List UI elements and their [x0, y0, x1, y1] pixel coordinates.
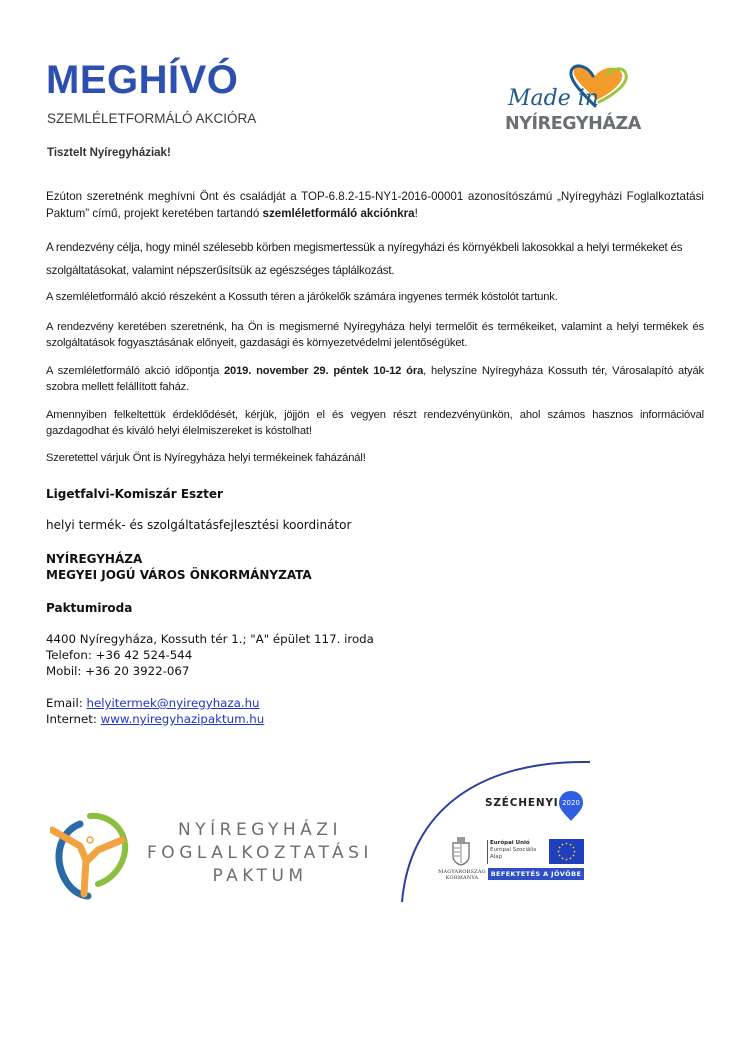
org-line-2: MEGYEI JOGÚ VÁROS ÖNKORMÁNYZATA — [46, 568, 312, 582]
paktum-line-1: NYÍREGYHÁZI — [178, 820, 342, 840]
address: 4400 Nyíregyháza, Kossuth tér 1.; "A" épület 117. iroda — [46, 632, 374, 646]
paragraph-local-products: A rendezvény keretében szeretnénk, ha Ön is megismerné Nyíregyháza helyi termelőit és termékeiket, valamint a helyi termékek és szolgáltatások fogyasztásának előnyeit, gazdasági és környezetvédelmi jelentőségüket. — [46, 321, 704, 349]
email-link[interactable]: helyitermek@nyiregyhaza.hu — [86, 696, 260, 710]
office-name: Paktumiroda — [46, 601, 133, 615]
internet-label: Internet: — [46, 712, 97, 726]
divider — [487, 840, 488, 864]
made-in-script: Made in — [508, 86, 599, 111]
paragraph-tasting: A szemléletformáló akció részeként a Kossuth téren a járókelők számára ingyenes termék kóstolót tartunk. — [46, 291, 558, 303]
paragraph-encourage: Amennyiben felkeltettük érdeklődését, kérjük, jöjjön el és vegyen részt rendezvényünkön, ahol számos hasznos információval gazdagodhat és kiváló helyi élelmiszereket is kóstolhat! — [46, 409, 704, 437]
email-line — [46, 696, 260, 712]
event-datetime: 2019. november 29. péntek 10-12 óra — [223, 365, 424, 377]
paktum-line-2: FOGLALKOZTATÁSI — [147, 843, 373, 863]
made-in-city: NYÍREGYHÁZA — [505, 114, 641, 134]
hungary-crest-icon — [450, 836, 472, 866]
paragraph-text: ! — [414, 207, 418, 220]
greeting: Tisztelt Nyíregyháziak! — [47, 147, 171, 159]
mobile-number: +36 20 3922-067 — [85, 664, 190, 678]
signer-name: Ligetfalvi-Komiszár Eszter — [46, 487, 223, 501]
paktum-line-3: PAKTUM — [212, 866, 308, 886]
szechenyi-wordmark: SZÉCHENYI — [485, 797, 559, 809]
org-line-1: NYÍREGYHÁZA — [46, 552, 143, 566]
eu-fund-label — [490, 840, 536, 861]
paktum-figure-icon — [50, 810, 130, 900]
phone-number: +36 42 524-544 — [95, 648, 193, 662]
investment-banner: BEFEKTETÉS A JÖVŐBE — [488, 868, 584, 880]
paragraph-goal: A rendezvény célja, hogy minél szélesebb körben megismertessük a nyíregyházi és környékbeli lakosokkal a helyi termékeket és szolgáltatásokat, valamint népszerűsítsük az egészséges táplálkozást. — [46, 241, 683, 277]
website-link[interactable]: www.nyiregyhazipaktum.hu — [100, 712, 265, 726]
eu-flag-icon — [549, 839, 584, 864]
page-subtitle: SZEMLÉLETFORMÁLÓ AKCIÓRA — [47, 111, 257, 126]
eu-line-2: Európai Szociális — [490, 847, 537, 853]
paragraph-datetime — [46, 364, 704, 395]
phone-label: Telefon: — [46, 648, 92, 662]
event-name: szemléletformáló akciónkra — [262, 207, 415, 220]
internet-line — [46, 712, 264, 728]
paragraph-closing: Szeretettel várjuk Önt is Nyíregyháza helyi termékeinek faházánál! — [46, 452, 366, 464]
szechenyi-year: 2020 — [562, 799, 580, 807]
paragraph-text: , helyszíne Nyíregyháza Kossuth tér, Városalapító atyák szobra mellett felállított faház. — [46, 365, 704, 393]
government-label — [437, 869, 487, 881]
eu-line-3: Alap — [490, 854, 503, 860]
mobile-label: Mobil: — [46, 664, 82, 678]
paragraph-text: A szemléletformáló akció időpontja — [46, 365, 224, 377]
eu-line-1: Európai Unió — [490, 840, 530, 846]
email-label: Email: — [46, 696, 83, 710]
paragraph-invitation — [46, 188, 704, 222]
page-title: MEGHÍVÓ — [46, 58, 239, 102]
paragraph-text: Ezúton szeretnénk meghívni Önt és családját a TOP-6.8.2-15-NY1-2016-00001 azonosítószámú „Nyíregyházi Foglalkoztatási Paktum” című, projekt keretében tartandó — [46, 190, 704, 220]
phone-line — [46, 648, 192, 664]
gov-line-1: MAGYARORSZÁG — [438, 869, 486, 875]
signer-role: helyi termék- és szolgáltatásfejlesztési koordinátor — [46, 518, 352, 532]
gov-line-2: KORMÁNYA — [445, 875, 479, 881]
mobile-line — [46, 664, 189, 680]
